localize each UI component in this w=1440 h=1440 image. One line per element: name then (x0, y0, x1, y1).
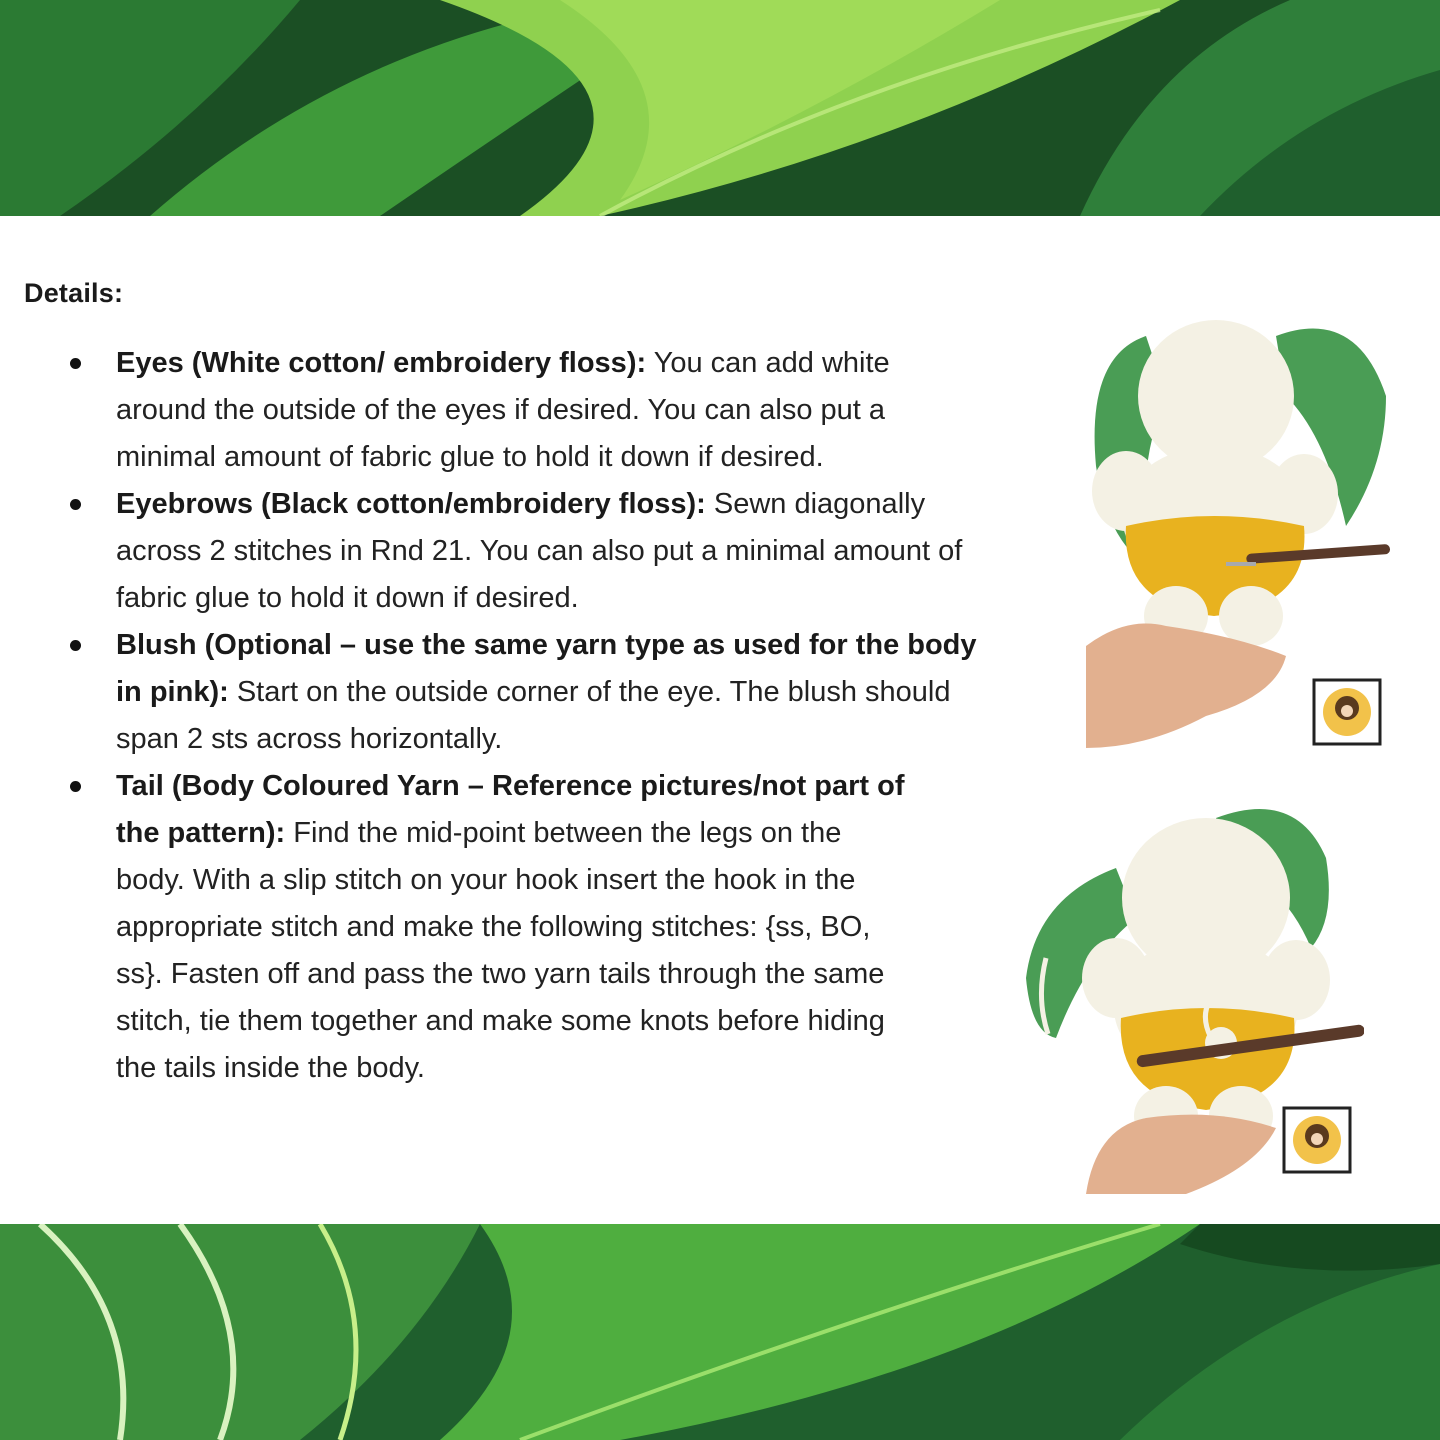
top-leaf-background (0, 0, 1440, 216)
item-term: Eyes (White cotton/ embroidery floss): (116, 347, 647, 379)
item-text: Find the mid-point between the legs on the (293, 817, 842, 849)
brand-logo-icon (1314, 680, 1380, 744)
bullet-icon (70, 781, 81, 792)
item-text: span 2 sts across horizontally. (116, 723, 503, 755)
bullet-icon (70, 358, 81, 369)
list-item-blush (64, 622, 1064, 763)
item-text: fabric glue to hold it down if desired. (116, 582, 579, 614)
bullet-icon (70, 499, 81, 510)
item-text: ss}. Fasten off and pass the two yarn tails through the same (116, 958, 885, 990)
bullet-icon (70, 640, 81, 651)
item-text: Sewn diagonally (713, 488, 926, 520)
item-term: Tail (Body Coloured Yarn – Reference pictures/not part of (116, 770, 905, 802)
details-list (64, 340, 1064, 1092)
item-text: appropriate stitch and make the following stitches: {ss, BO, (116, 911, 871, 943)
item-text: the tails inside the body. (116, 1052, 425, 1084)
bottom-leaf-background (0, 1224, 1440, 1440)
list-item-eyes (64, 340, 1064, 481)
item-text: You can add white (653, 347, 890, 379)
item-text: body. With a slip stitch on your hook insert the hook in the (116, 864, 856, 896)
item-text: across 2 stitches in Rnd 21. You can also put a minimal amount of (116, 535, 963, 567)
item-text: around the outside of the eyes if desired. You can also put a (116, 394, 886, 426)
item-term: Eyebrows (Black cotton/embroidery floss): (116, 488, 706, 520)
item-text: minimal amount of fabric glue to hold it down if desired. (116, 441, 824, 473)
brand-logo-icon (1284, 1108, 1350, 1172)
item-text: Start on the outside corner of the eye. The blush should (236, 676, 951, 708)
bunny-reference-photo-1 (1086, 316, 1390, 748)
bunny-reference-photo-2 (1026, 798, 1364, 1194)
item-text: stitch, tie them together and make some knots before hiding (116, 1005, 885, 1037)
list-item-tail (64, 763, 1064, 1092)
item-term: Blush (Optional – use the same yarn type as used for the body (116, 629, 977, 661)
section-heading: Details: (24, 278, 124, 308)
item-term: the pattern): (116, 817, 286, 849)
list-item-eyebrows (64, 481, 1064, 622)
item-term: in pink): (116, 676, 229, 708)
